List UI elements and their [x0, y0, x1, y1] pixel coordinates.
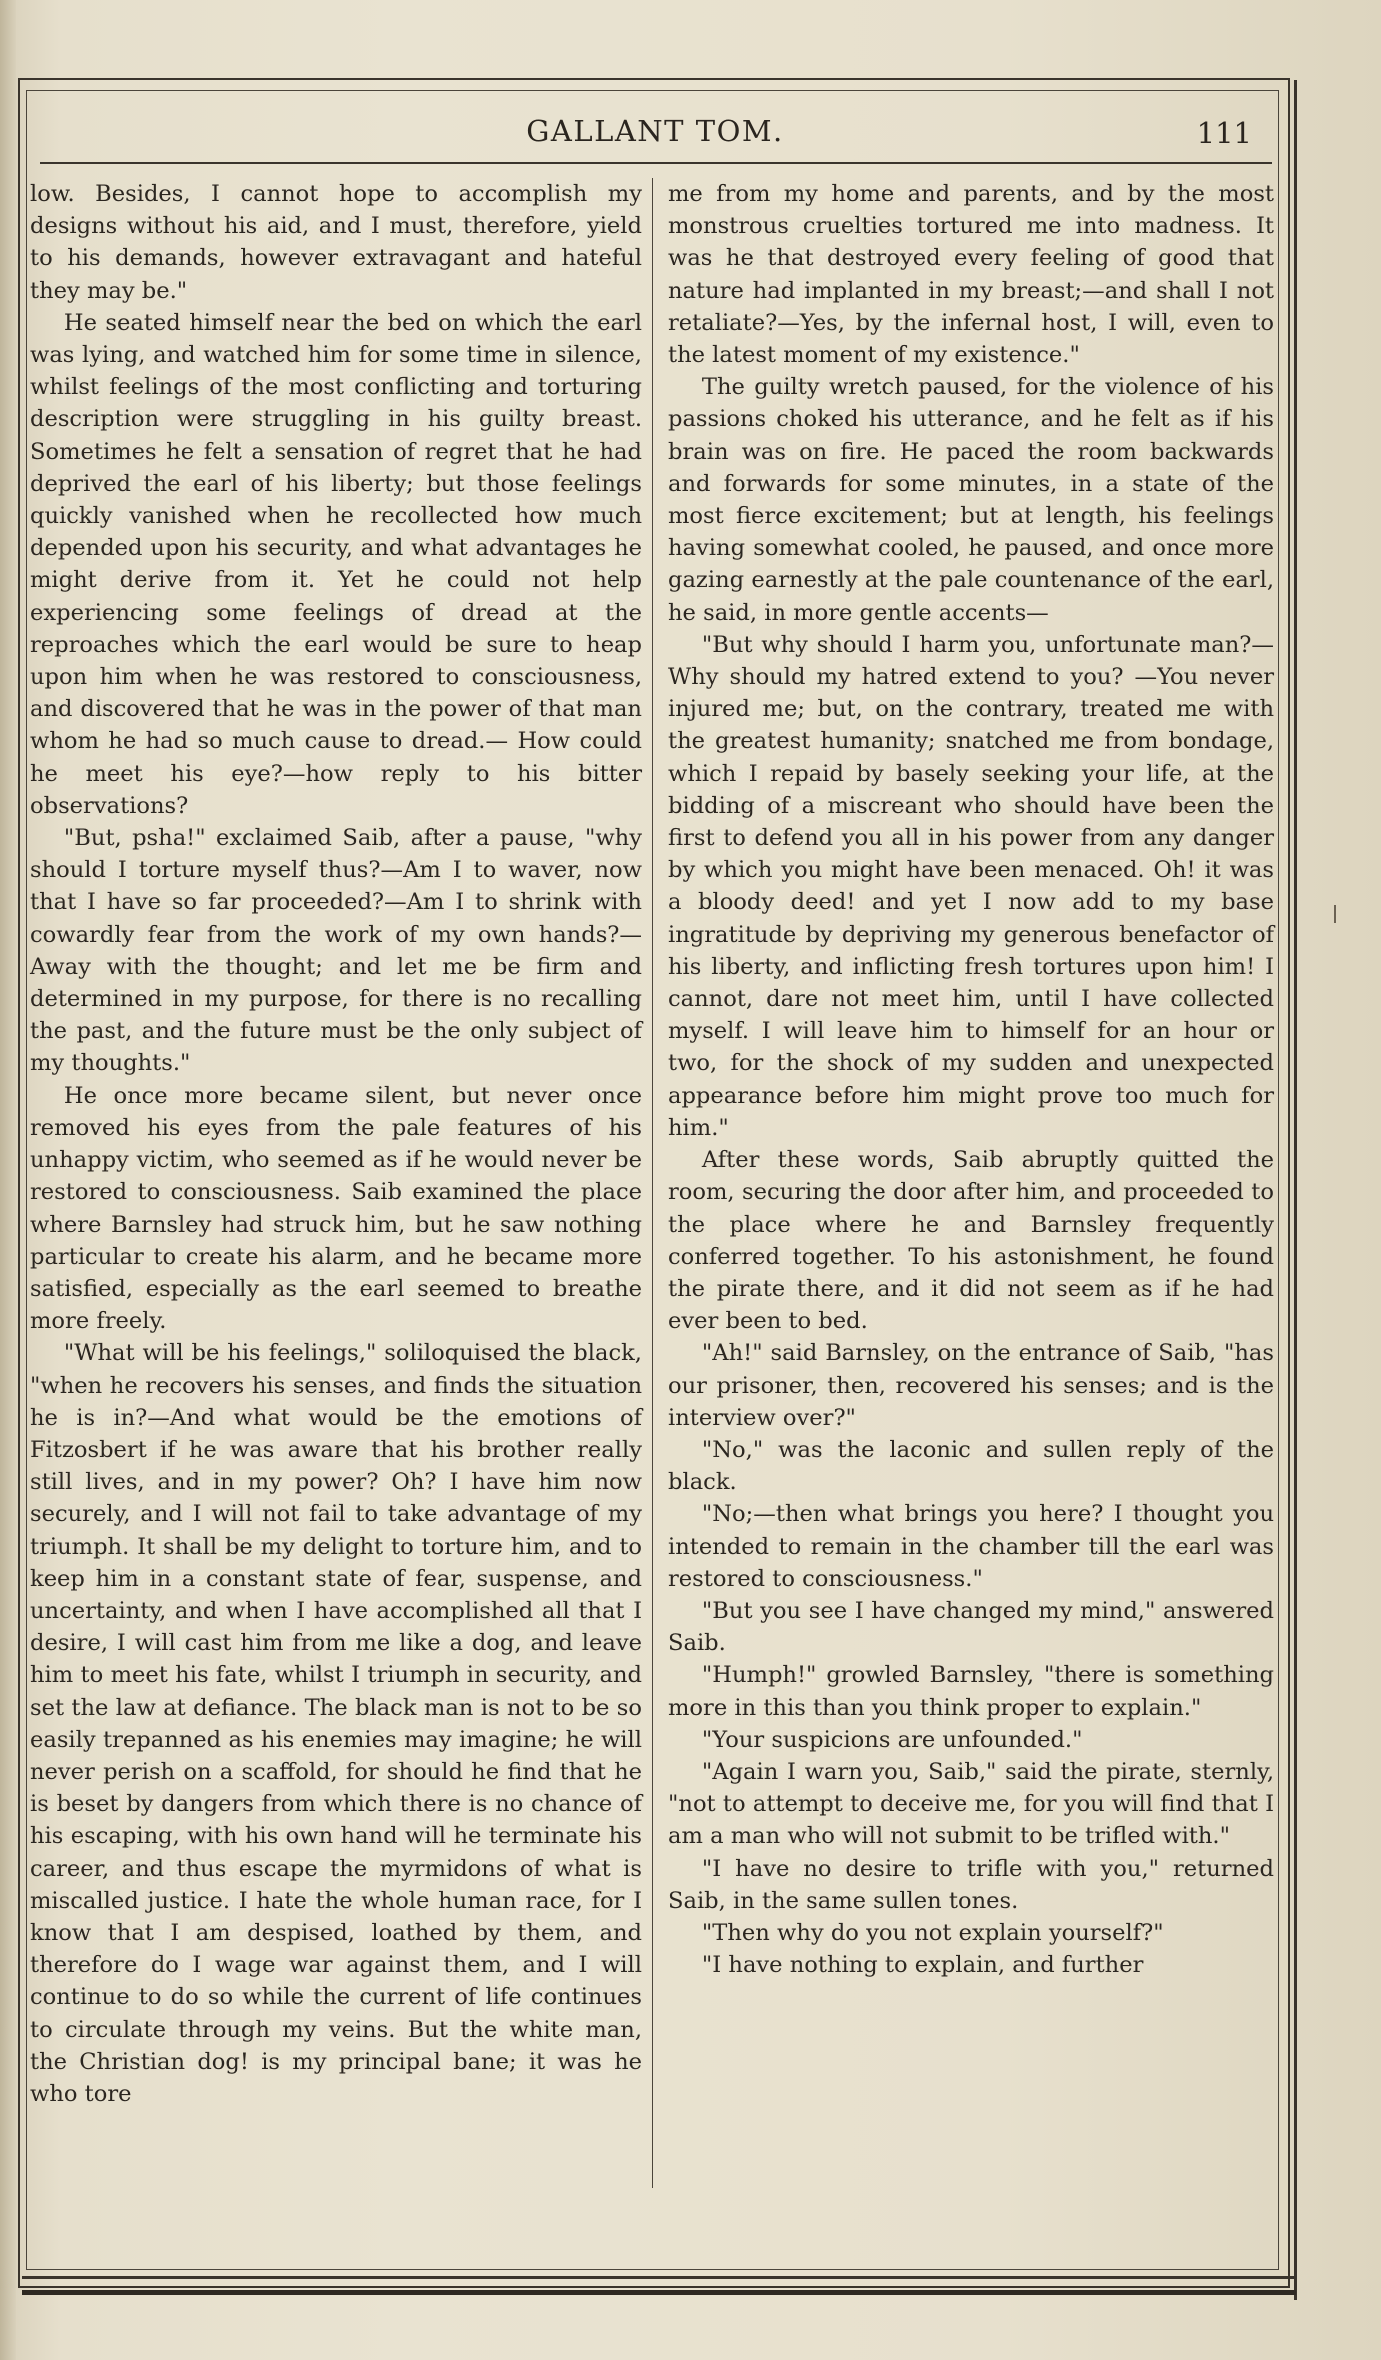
paragraph: "Your suspicions are unfounded." — [701, 1726, 1083, 1753]
paragraph: "I have no desire to trifle with you," returned Saib, in the same sullen tones. — [668, 1855, 1274, 1914]
paragraph: "Again I warn you, Saib," said the pirate, sternly, "not to attempt to deceive me, for you will find that I am a man who will not submit to be trifled with." — [668, 1758, 1274, 1850]
margin-mark — [1334, 905, 1336, 923]
footer-rule — [22, 2276, 1296, 2279]
paragraph: "Ah!" said Barnsley, on the entrance of Saib, "has our prisoner, then, recovered his senses; and is the interview over?" — [668, 1340, 1274, 1431]
paragraph: He seated himself near the bed on which the earl was lying, and watched him for some time in silence, whilst feelings of the most conflicting and torturing description were struggling in his guilty breast. Sometimes he felt a sensation of regret that he had deprived the earl of his liberty; but those feelings quickly vanished when he recollected how much depended upon his security, and what advantages he might derive from it. Yet he could not help experiencing some feelings of dread at the reproaches which the earl would be sure to heap upon him when he was restored to consciousness, and discovered that he was in the power of that man whom he had so much cause to dread.— How could he meet his eye?—how reply to his bitter observations? — [30, 309, 642, 819]
paragraph: "No;—then what brings you here? I thought you intended to remain in the chamber till the earl was restored to consciousness." — [668, 1501, 1274, 1592]
paragraph: After these words, Saib abruptly quitted the room, securing the door after him, and proceeded to the place where he and Barnsley frequently conferred together. To his astonishment, he found the pirate there, and it did not seem as if he had ever been to bed. — [668, 1147, 1274, 1335]
paragraph: "What will be his feelings," soliloquised the black, "when he recovers his senses, and finds the situation he is in?—And what would be the emotions of Fitzosbert if he was aware that his brother really still lives, and in my power? Oh? I have him now securely, and I will not fail to take advantage of my triumph. It shall be my delight to torture him, and to keep him in a constant state of fear, suspense, and uncertainty, and when I have accomplished all that I desire, I will cast him from me like a dog, and leave him to meet his fate, whilst I triumph in security, and set the law at defiance. The black man is not to be so easily trepanned as his enemies may imagine; he will never perish on a scaffold, for should he find that he is beset by dangers from which there is no chance of his escaping, with his own hand will he terminate his career, and thus escape the myrmidons of what is miscalled justice. I hate the whole human race, for I know that I am despised, loathed by them, and therefore do I wage war against them, and I will continue to do so while the current of life continues to circulate through my veins. But the white man, the Christian dog! is my principal bane; it was he who tore — [30, 1340, 642, 2107]
paragraph: "No," was the laconic and sullen reply of the black. — [668, 1436, 1274, 1496]
paragraph: "Humph!" growled Barnsley, "there is something more in this than you think proper to explain." — [668, 1662, 1274, 1721]
page-binding-edge — [0, 0, 16, 2360]
paragraph: "Then why do you not explain yourself?" — [701, 1919, 1164, 1946]
left-column — [30, 178, 642, 2110]
paragraph: He once more became silent, but never once removed his eyes from the pale features of his unhappy victim, who seemed as if he would never be restored to consciousness. Saib examined the place where Barnsley had struck him, but he saw nothing particular to create his alarm, and he became more satisfied, especially as the earl seemed to breathe more freely. — [30, 1082, 642, 1335]
paragraph: The guilty wretch paused, for the violence of his passions choked his utterance, and he felt as if his brain was on fire. He paced the room backwards and forwards for some minutes, in a state of the most fierce excitement; but at length, his feelings having somewhat cooled, he paused, and once more gazing earnestly at the pale countenance of the earl, he said, in more gentle accents— — [668, 374, 1274, 626]
paragraph: "I have nothing to explain, and further — [701, 1952, 1144, 1979]
paragraph: low. Besides, I cannot hope to accomplish my designs without his aid, and I must, therefore, yield to his demands, however extravagant and hateful they may be." — [30, 181, 642, 304]
paragraph: "But why should I harm you, unfortunate man?—Why should my hatred extend to you? —You never injured me; but, on the contrary, treated me with the greatest humanity; snatched me from bondage, which I repaid by basely seeking your life, at the bidding of a miscreant who should have been the first to defend you all in his power from any danger by which you might have been menaced. Oh! it was a bloody deed! and yet I now add to my base ingratitude by depriving my generous benefactor of his liberty, and inflicting fresh tortures upon him! I cannot, dare not meet him, until I have collected myself. I will leave him to himself for an hour or two, for the shock of my sudden and unexpected appearance before him might prove too much for him." — [668, 631, 1274, 1141]
running-title: GALLANT TOM. — [526, 114, 784, 148]
column-divider — [652, 178, 653, 2188]
paragraph: "But, psha!" exclaimed Saib, after a pause, "why should I torture myself thus?—Am I to waver, now that I have so far proceeded?—Am I to shrink with cowardly fear from the work of my own hands?—Away with the thought; and let me be firm and determined in my purpose, for there is no recalling the past, and the future must be the only subject of my thoughts." — [30, 825, 642, 1077]
paragraph: me from my home and parents, and by the most monstrous cruelties tortured me into madness. It was he that destroyed every feeling of good that nature had implanted in my breast;—and shall I not retaliate?—Yes, by the infernal host, I will, even to the latest moment of my existence." — [668, 181, 1274, 369]
paragraph: "But you see I have changed my mind," answered Saib. — [668, 1597, 1274, 1657]
running-header — [40, 108, 1270, 164]
header-rule — [40, 162, 1272, 164]
page-number: 111 — [1196, 116, 1252, 150]
page-frame-right-rule — [1294, 80, 1297, 2300]
right-column — [668, 178, 1274, 1981]
footer-rule-heavy — [22, 2290, 1296, 2295]
